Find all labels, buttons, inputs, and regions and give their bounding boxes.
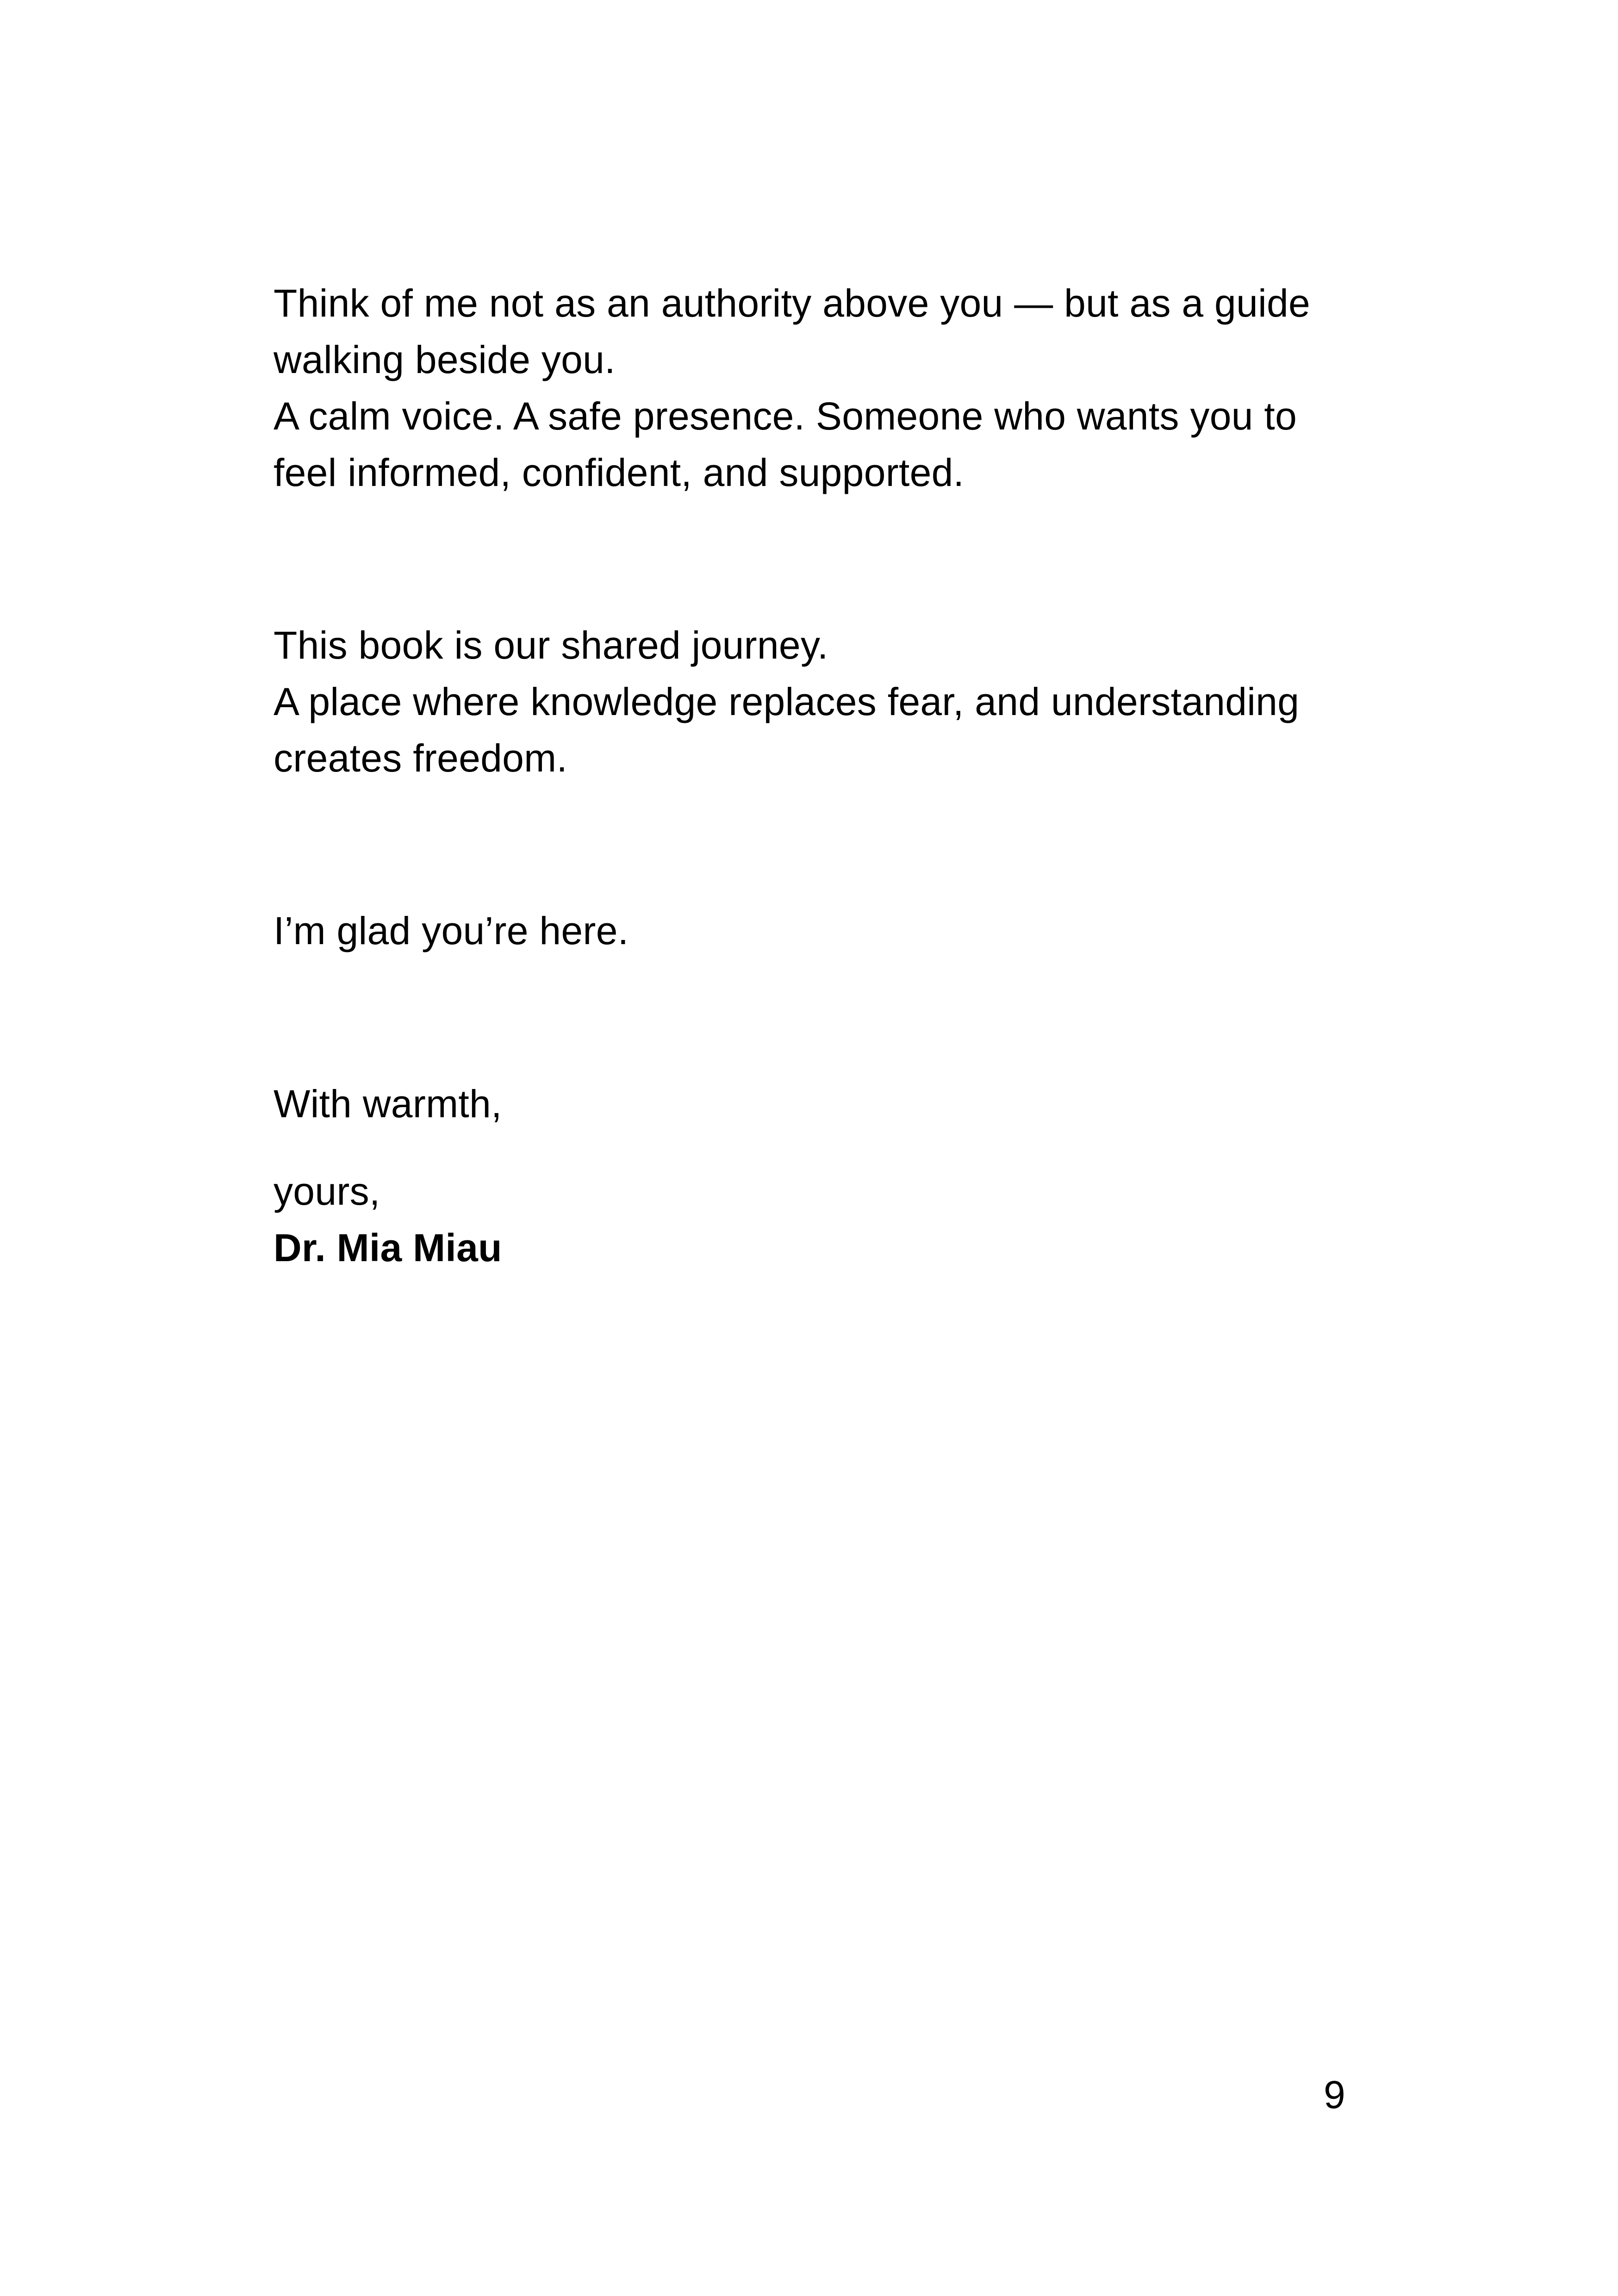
valediction-line: yours,: [274, 1170, 380, 1213]
page-number: 9: [1324, 2073, 1345, 2116]
paragraph-journey: [274, 617, 1375, 786]
paragraph-line: Think of me not as an authority above you — but as a guide: [274, 281, 1311, 325]
paragraph-line: feel informed, confident, and supported.: [274, 451, 965, 494]
salutation-line: With warmth,: [274, 1082, 502, 1126]
closing-salutation: [274, 1076, 1375, 1132]
signature-block: [274, 1163, 1375, 1276]
paragraph-line: walking beside you.: [274, 338, 616, 381]
paragraph-line: A place where knowledge replaces fear, and understanding: [274, 680, 1300, 723]
paragraph-line: This book is our shared journey.: [274, 623, 828, 667]
paragraph-glad: [274, 902, 1375, 959]
paragraph-line: I’m glad you’re here.: [274, 909, 629, 952]
author-name: Dr. Mia Miau: [274, 1226, 502, 1269]
paragraph-line: creates freedom.: [274, 736, 568, 780]
paragraph-guide: [274, 275, 1375, 501]
paragraph-line: A calm voice. A safe presence. Someone who wants you to: [274, 394, 1297, 438]
